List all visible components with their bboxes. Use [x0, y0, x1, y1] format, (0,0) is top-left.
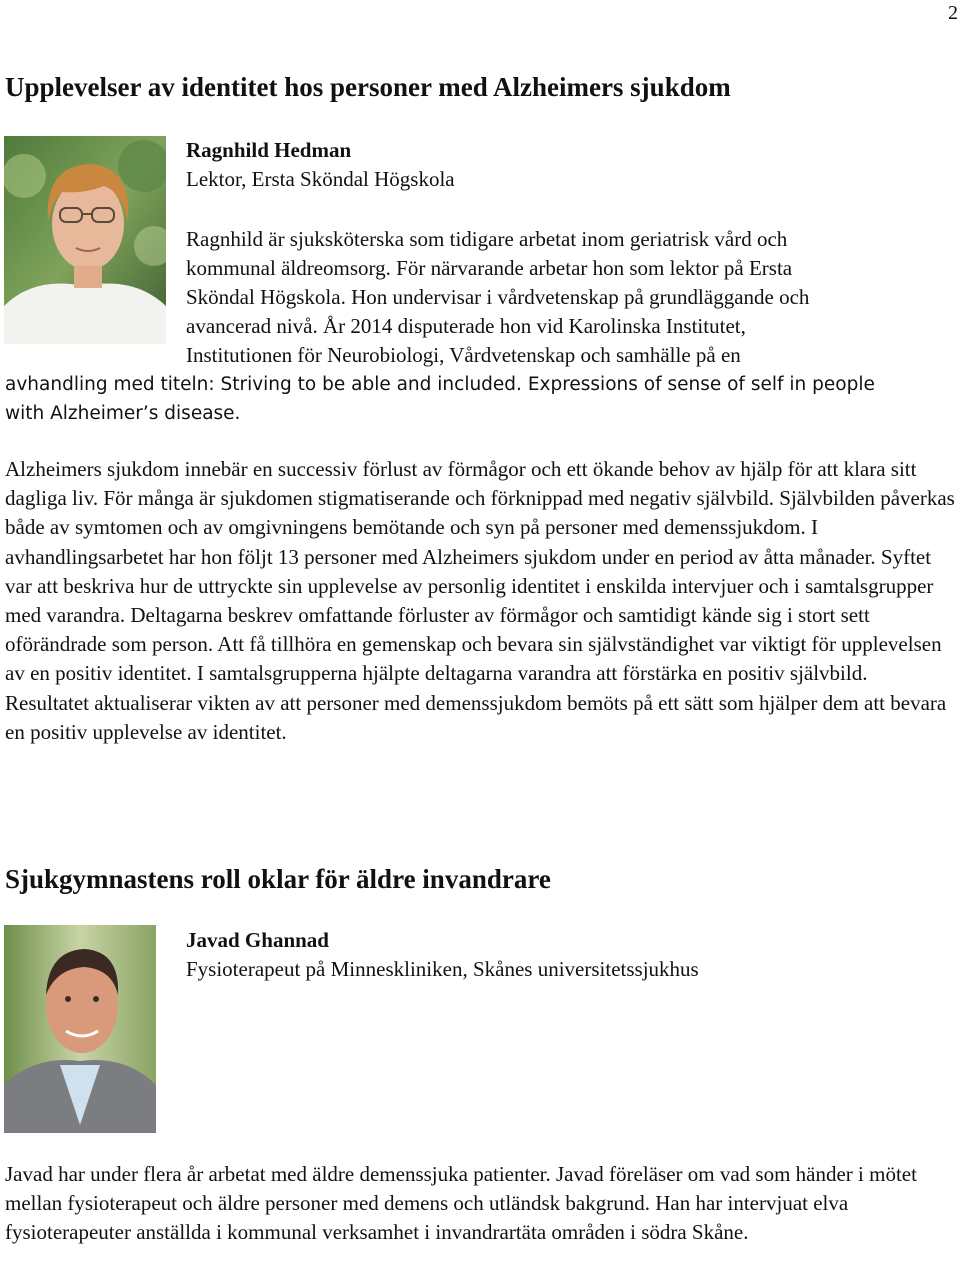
bio-line-3: Sköndal Högskola. Hon undervisar i vårdvetenskap på grundläggande och [186, 285, 810, 309]
section-body-physio: Javad har under flera år arbetat med äldre demenssjuka patienter. Javad föreläser om vad som händer i mötet mellan fysioterapeut och äldre personer med demens och utländsk bakgrund. Han har intervjuat elva fysioterapeuter anställda i kommunal verksamhet i invandrartäta områden i södra Skåne. [5, 1162, 917, 1245]
section-title-alzheimer: Upplevelser av identitet hos personer med Alzheimers sjukdom [5, 72, 731, 102]
portrait-photo-man-icon [4, 925, 156, 1133]
speaker-name-ghannad: Javad Ghannad [186, 928, 329, 952]
bio-line-1: Ragnhild är sjuksköterska som tidigare arbetat inom geriatrisk vård och [186, 227, 788, 251]
speaker-photo-ghannad [4, 925, 156, 1133]
section-title-physio: Sjukgymnastens roll oklar för äldre invandrare [5, 864, 551, 894]
page-number: 2 [948, 2, 958, 24]
bio-line-4: avancerad nivå. År 2014 disputerade hon vid Karolinska Institutet, [186, 314, 746, 338]
bio-line-2: kommunal äldreomsorg. För närvarande arbetar hon som lektor på Ersta [186, 256, 793, 280]
speaker-role-ghannad: Fysioterapeut på Minneskliniken, Skånes universitetssjukhus [186, 957, 699, 981]
bio-line-7: with Alzheimer’s disease. [5, 403, 241, 424]
bio-line-6: avhandling med titeln: Striving to be able and included. Expressions of sense of self in people [5, 374, 875, 395]
speaker-role-hedman: Lektor, Ersta Sköndal Högskola [186, 167, 455, 191]
section-body-alzheimer: Alzheimers sjukdom innebär en successiv förlust av förmågor och ett ökande behov av hjälp för att klara sitt dagliga liv. För många är sjukdomen stigmatiserande och förknippad med negativ självbild. Självbilden påverkas både av symtomen och av omgivningens bemötande och syn på personer med demenssjukdom. I avhandlingsarbetet har hon följt 13 personer med Alzheimers sjukdom under en period av åtta månader. Syftet var att beskriva hur de uttryckte sin upplevelse av personlig identitet i enskilda intervjuer och i samtalsgrupper med varandra. Deltagarna beskrev omfattande förluster av förmågor och samtidigt kände sig i stort sett oförändrade som person. Att få tillhöra en gemenskap och bevara sin självständighet var viktigt för upplevelsen av en positiv identitet. I samtalsgrupperna hjälpte deltagarna varandra att förstärka en positiv självbild. Resultatet aktualiserar vikten av att personer med demenssjukdom bemöts på ett sätt som hjälper dem att bevara en positiv upplevelse av identitet. [5, 457, 955, 744]
speaker-name-hedman: Ragnhild Hedman [186, 138, 352, 162]
bio-line-5: Institutionen för Neurobiologi, Vårdvetenskap och samhälle på en [186, 343, 741, 367]
speaker-photo-hedman [4, 136, 166, 344]
portrait-photo-woman-icon [4, 136, 166, 344]
